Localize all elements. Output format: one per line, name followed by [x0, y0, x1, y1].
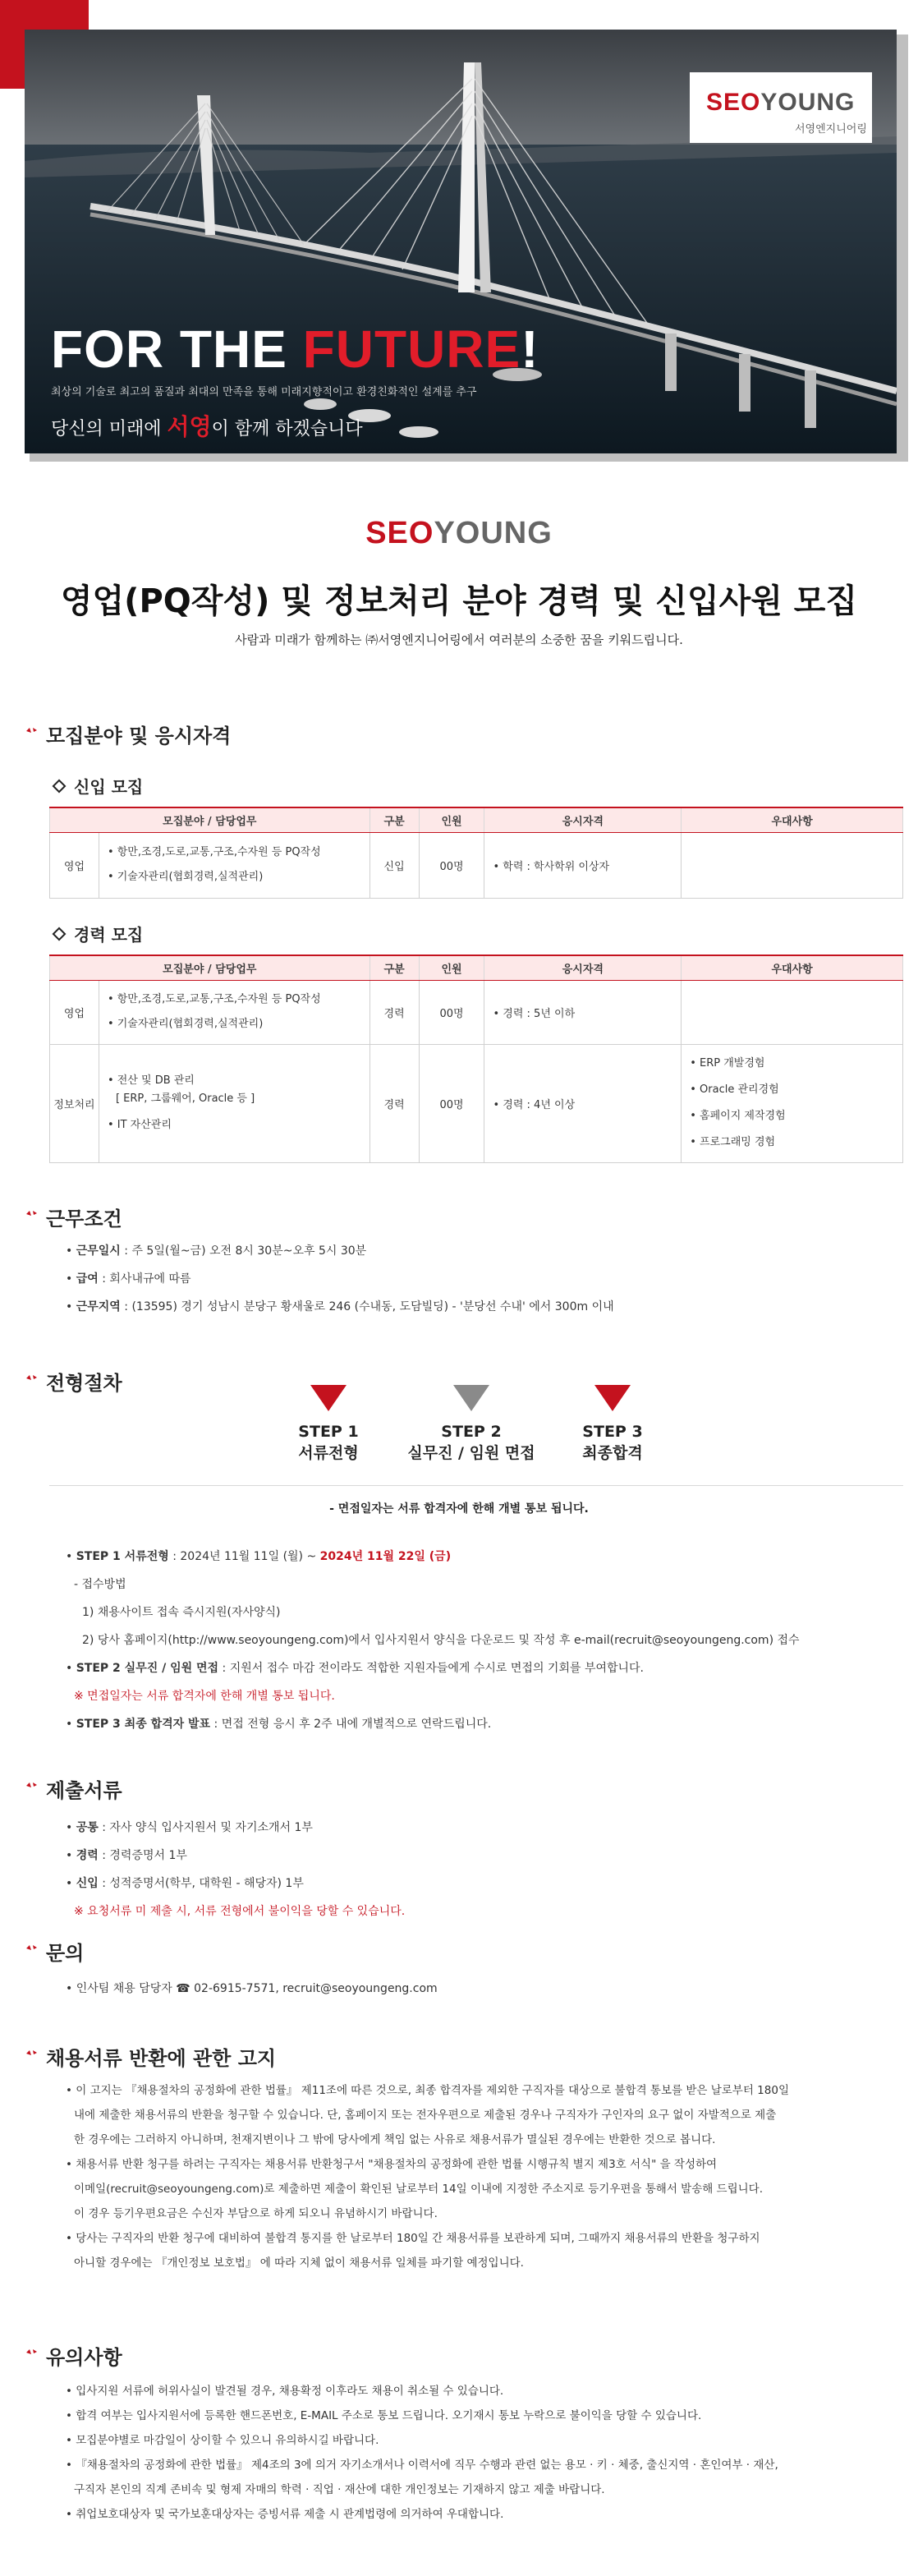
- notice-line: 아니할 경우에는 『개인정보 보호법』 에 따라 지체 없이 채용서류 일체를 파기할 예정입니다.: [74, 2256, 524, 2270]
- notice-line: 이메일(recruit@seoyoungeng.com)로 제출하면 제출이 확인된 날로부터 14일 이내에 지정한 주소지로 등기우편을 통해서 발송해 드립니다.: [74, 2183, 764, 2196]
- duty-item: • 기술자관리(협회경력,실적관리): [108, 865, 369, 890]
- section-return-heading: 채용서류 반환에 관한 고지: [25, 2042, 276, 2071]
- section-conditions-heading: 근무조건: [25, 1203, 122, 1231]
- section-mark-icon: [25, 2348, 43, 2366]
- row-type: 신입: [369, 832, 419, 898]
- note-line: • 『채용절차의 공정화에 관한 법률』 제4조의 3에 의거 자기소개서나 이력서에 직무 수행과 관련 없는 용모 · 키 · 체중, 출신지역 · 혼인여부 · 재산,: [66, 2459, 778, 2472]
- section-mark-icon: [25, 1209, 43, 1227]
- hero-banner: [0, 0, 918, 475]
- list-item: • 근무일시 : 주 5일(월~금) 오전 8시 30분~오후 5시 30분: [66, 1244, 367, 1258]
- duty-item: • 기술자관리(협회경력,실적관리): [108, 1012, 369, 1037]
- header-field: 모집분야 / 담당업무: [50, 807, 370, 832]
- table-row: [50, 1044, 903, 1162]
- notice-line: 한 경우에는 그러하지 아니하며, 천재지변이나 그 밖에 당사에게 책임 없는 사유로 채용서류가 멸실된 경우에는 반환한 것으로 봅니다.: [74, 2133, 716, 2146]
- list-item: • 신입 : 성적증명서(학부, 대학원 - 해당자) 1부: [66, 1877, 304, 1890]
- header-type: 구분: [369, 807, 419, 832]
- pref-item: • 프로그래밍 경험: [690, 1129, 902, 1156]
- note-line: • 취업보호대상자 및 국가보훈대상자는 증빙서류 제출 시 관계법령에 의거하여 우대합니다.: [66, 2508, 504, 2521]
- row-duties: [99, 832, 369, 898]
- notes-list: [66, 2379, 903, 2527]
- hero-subline: 최상의 기술로 최고의 품질과 최대의 만족을 통해 미래지향적이고 환경친화적인 설계를 추구: [51, 386, 477, 398]
- header-count: 인원: [419, 807, 484, 832]
- step2-arrow-icon: [453, 1385, 489, 1411]
- step-note: - 면접일자는 서류 합격자에 한해 개별 통보 됩니다.: [329, 1502, 589, 1516]
- diamond-icon: [53, 927, 67, 941]
- row-qual: • 경력 : 4년 이상: [484, 1044, 682, 1162]
- note-line: • 모집분야별로 마감일이 상이할 수 있으니 유의하시길 바랍니다.: [66, 2434, 379, 2447]
- table-row: [50, 832, 903, 898]
- section-mark-icon: [25, 726, 43, 744]
- note-line: • 입사지원 서류에 허위사실이 발견될 경우, 채용확정 이후라도 채용이 취소될 수 있습니다.: [66, 2385, 504, 2398]
- step-1: STEP 1 서류전형: [298, 1423, 359, 1462]
- page-title: 영업(PQ작성) 및 정보처리 분야 경력 및 신입사원 모집: [60, 582, 858, 620]
- list-item: • 경력 : 경력증명서 1부: [66, 1849, 187, 1862]
- list-item: • 공통 : 자사 양식 입사지원서 및 자기소개서 1부: [66, 1821, 313, 1834]
- hero-title: FOR THE FUTURE!: [51, 320, 539, 379]
- header-pref: 우대사항: [682, 955, 903, 980]
- row-duties: [99, 1044, 369, 1162]
- diamond-icon: [53, 780, 67, 794]
- section-process-heading: 전형절차: [25, 1367, 122, 1396]
- duty-item: • 항만,조경,도로,교통,구조,수자원 등 PQ작성: [108, 840, 369, 865]
- step3-arrow-icon: [594, 1385, 631, 1411]
- notice-line: • 채용서류 반환 청구를 하려는 구직자는 채용서류 반환청구서 "채용절차의 공정화에 관한 법률 시행규칙 별지 제3호 서식" 을 작성하여: [66, 2158, 718, 2171]
- row-count: 00명: [419, 1044, 484, 1162]
- row-pref: [682, 980, 903, 1044]
- section-recruit-heading: 모집분야 및 응시자격: [25, 720, 231, 748]
- duty-sub-item: [ ERP, 그룹웨어, Oracle 등 ]: [115, 1092, 255, 1105]
- list-item: - 접수방법: [74, 1578, 126, 1591]
- row-duties: [99, 980, 369, 1044]
- row-type: 경력: [369, 980, 419, 1044]
- row-field: 영업: [50, 832, 99, 898]
- row-pref: [682, 1044, 903, 1162]
- return-notice: [66, 2078, 903, 2275]
- section-inquiry-heading: 문의: [25, 1937, 84, 1966]
- row-pref: [682, 832, 903, 898]
- section-notes-heading: 유의사항: [25, 2341, 122, 2370]
- career-table: [49, 954, 903, 1163]
- list-item: • 급여 : 회사내규에 따름: [66, 1272, 191, 1286]
- section-mark-icon: [25, 1781, 43, 1799]
- new-hire-table: [49, 807, 903, 899]
- section-mark-icon: [25, 1944, 43, 1962]
- pref-item: • ERP 개발경험: [690, 1051, 902, 1077]
- table-row: [50, 980, 903, 1044]
- notice-line: 내에 제출한 채용서류의 반환을 청구할 수 있습니다. 단, 홈페이지 또는 전자우편으로 제출된 경우나 구직자가 구인자의 요구 없이 자발적으로 제출: [74, 2109, 777, 2122]
- hero-tagline: 당신의 미래에 서영이 함께 하겠습니다: [51, 413, 363, 440]
- table-header-row: [50, 955, 903, 980]
- header-type: 구분: [369, 955, 419, 980]
- table-header-row: [50, 807, 903, 832]
- row-type: 경력: [369, 1044, 419, 1162]
- row-qual: • 학력 : 학사학위 이상자: [484, 832, 682, 898]
- header-qual: 응시자격: [484, 807, 682, 832]
- list-item: 1) 채용사이트 접속 즉시지원(자사양식): [82, 1606, 281, 1619]
- step1-arrow-icon: [310, 1385, 347, 1411]
- list-item: • STEP 2 실무진 / 임원 면접 : 지원서 접수 마감 전이라도 적합한 지원자들에게 수시로 면접의 기회를 부여합니다.: [66, 1662, 645, 1675]
- notice-line: 이 경우 등기우편요금은 수신자 부담으로 하게 되오니 유념하시기 바랍니다.: [74, 2207, 438, 2220]
- step-3: STEP 3 최종합격: [582, 1423, 643, 1462]
- list-item: ※ 면접일자는 서류 합격자에 한해 개별 통보 됩니다.: [74, 1690, 335, 1703]
- section-mark-icon: [25, 1373, 43, 1392]
- page-subtitle: 사람과 미래가 함께하는 ㈜서영엔지니어링에서 여러분의 소중한 꿈을 키워드립니다.: [235, 632, 683, 647]
- list-item: 2) 당사 홈페이지(http://www.seoyoungeng.com)에서 입사지원서 양식을 다운로드 및 작성 후 e-mail(recruit@seoyoungeng.com) 접수: [82, 1634, 800, 1647]
- divider: [49, 1485, 903, 1486]
- section-mark-icon: [25, 2049, 43, 2067]
- row-count: 00명: [419, 832, 484, 898]
- pref-item: • 홈페이지 제작경험: [690, 1103, 902, 1129]
- note-line: 구직자 본인의 직계 존비속 및 형제 자매의 학력 · 직업 · 재산에 대한 개인정보는 기재하지 않고 제출 바랍니다.: [74, 2483, 605, 2496]
- header-qual: 응시자격: [484, 955, 682, 980]
- hero-logo: SEOYOUNG: [706, 89, 856, 116]
- header-pref: 우대사항: [682, 807, 903, 832]
- duty-item: • 전산 및 DB 관리: [108, 1072, 369, 1090]
- header-count: 인원: [419, 955, 484, 980]
- row-field: 영업: [50, 980, 99, 1044]
- duty-item: • 항만,조경,도로,교통,구조,수자원 등 PQ작성: [108, 987, 369, 1012]
- section-documents-heading: 제출서류: [25, 1774, 122, 1803]
- notice-line: • 당사는 구직자의 반환 청구에 대비하여 불합격 통지를 한 날로부터 180일 간 채용서류를 보관하게 되며, 그때까지 채용서류의 반환을 청구하지: [66, 2232, 760, 2245]
- new-hire-heading: 신입 모집: [54, 774, 143, 798]
- header-field: 모집분야 / 담당업무: [50, 955, 370, 980]
- step-2: STEP 2 실무진 / 임원 면접: [407, 1423, 535, 1462]
- notice-line: • 이 고지는 『채용절차의 공정화에 관한 법률』 제11조에 따른 것으로, 최종 합격자를 제외한 구직자를 대상으로 불합격 통보를 받은 날로부터 180일: [66, 2084, 789, 2097]
- row-count: 00명: [419, 980, 484, 1044]
- career-heading: 경력 모집: [54, 922, 143, 945]
- list-item: • STEP 1 서류전형 : 2024년 11월 11일 (월) ~ 2024년 11월 22일 (금): [66, 1550, 452, 1563]
- brand-logo: SEOYOUNG: [365, 516, 553, 550]
- list-item: • 인사팀 채용 담당자 ☎ 02-6915-7571, recruit@seoyoungeng.com: [66, 1982, 438, 1995]
- duty-item: • IT 자산관리: [108, 1116, 369, 1134]
- pref-item: • Oracle 관리경험: [690, 1077, 902, 1103]
- list-item: • 근무지역 : (13595) 경기 성남시 분당구 황새울로 246 (수내동, 도담빌딩) - '분당선 수내' 에서 300m 이내: [66, 1300, 614, 1313]
- row-qual: • 경력 : 5년 이하: [484, 980, 682, 1044]
- row-field: 정보처리: [50, 1044, 99, 1162]
- hero-logo-subtitle: 서영엔지니어링: [795, 123, 867, 136]
- list-item: • STEP 3 최종 합격자 발표 : 면접 전형 응시 후 2주 내에 개별적으로 연락드립니다.: [66, 1718, 492, 1731]
- list-item: ※ 요청서류 미 제출 시, 서류 전형에서 불이익을 당할 수 있습니다.: [74, 1905, 406, 1918]
- note-line: • 합격 여부는 입사지원서에 등록한 핸드폰번호, E-MAIL 주소로 통보 드립니다. 오기재시 통보 누락으로 불이익을 당할 수 있습니다.: [66, 2409, 702, 2422]
